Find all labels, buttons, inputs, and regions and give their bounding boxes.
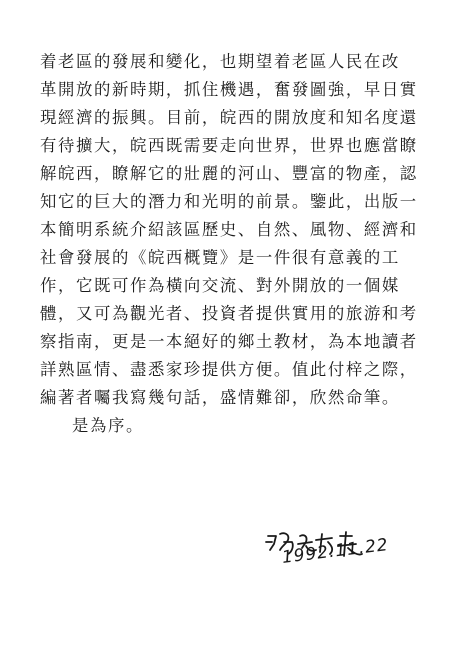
body-text-line: 知它的巨大的潛力和光明的前景。鑒此，出版一 xyxy=(40,192,418,211)
body-text-line: 現經濟的振興。目前，皖西的開放度和知名度還 xyxy=(40,108,418,127)
body-text-line: 着老區的發展和變化，也期望着老區人民在改 xyxy=(40,52,400,71)
body-text-line: 革開放的新時期，抓住機遇，奮發圖強，早日實 xyxy=(40,80,418,99)
closing-text: 是為序。 xyxy=(72,416,144,435)
body-text-line: 本簡明系統介紹該區歷史、自然、風物、經濟和 xyxy=(40,220,418,239)
body-text-line: 編著者囑我寫幾句話，盛情難卻，欣然命筆。 xyxy=(40,388,400,407)
body-text-line: 體，又可為觀光者、投資者提供實用的旅游和考 xyxy=(40,304,418,323)
body-text-line: 解皖西，瞭解它的壯麗的河山、豐富的物產，認 xyxy=(40,164,418,183)
body-text-line: 社會發展的《皖西概覽》是一件很有意義的工 xyxy=(40,248,400,267)
body-text-line: 詳熟區情、盡悉家珍提供方便。值此付梓之際， xyxy=(40,360,418,379)
body-text-line: 察指南，更是一本絕好的鄉土教材，為本地讀者 xyxy=(40,332,418,351)
signature-date: 1992.11.22 xyxy=(280,534,390,568)
body-text-line: 有待擴大，皖西既需要走向世界，世界也應當瞭 xyxy=(40,136,418,155)
body-text-line: 作，它既可作為橫向交流、對外開放的一個媒 xyxy=(40,276,400,295)
